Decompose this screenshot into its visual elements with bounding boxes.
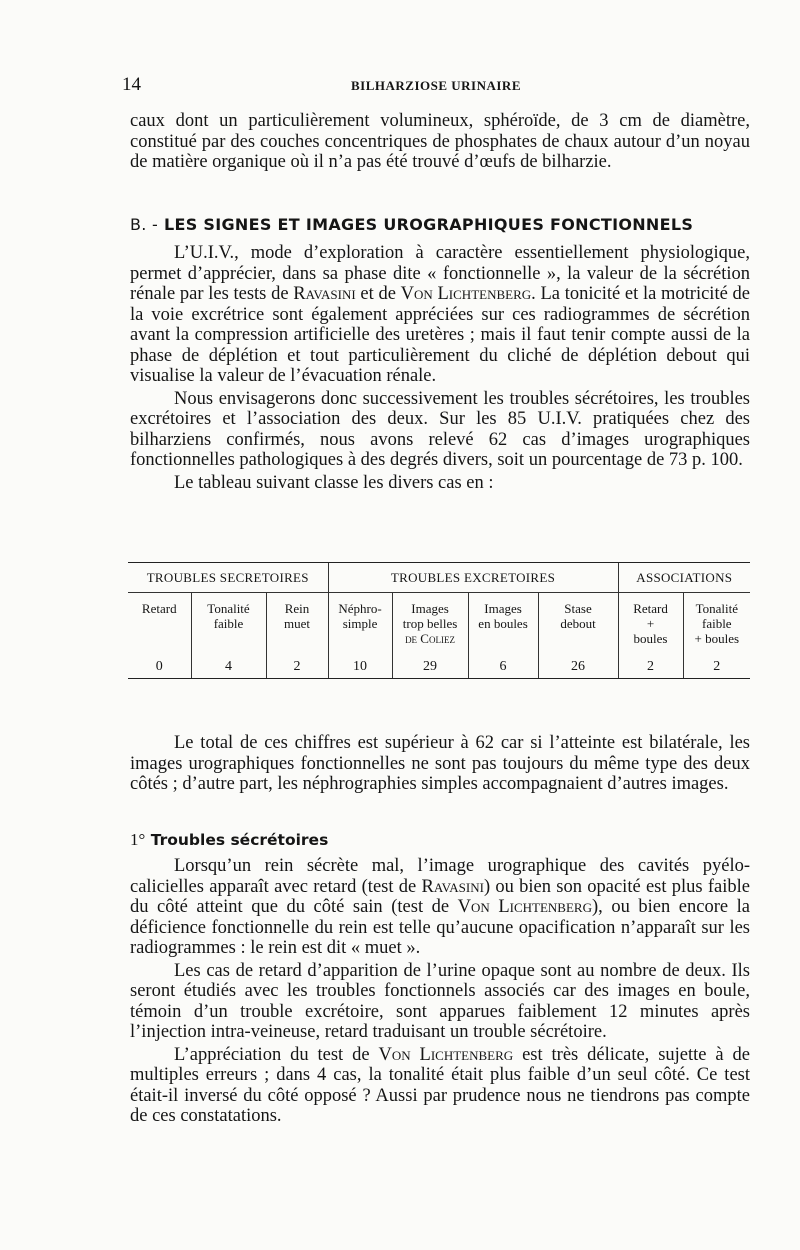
group-header-excretoires: TROUBLES EXCRETOIRES <box>328 563 618 593</box>
cell-value: 6 <box>468 657 538 679</box>
section-title: LES SIGNES ET IMAGES UROGRAPHIQUES FONCTIONNELS <box>164 215 694 234</box>
group-header-associations: ASSOCIATIONS <box>618 563 750 593</box>
table-grid <box>128 563 750 679</box>
intro-paragraph: caux dont un particulièrement volumineux, sphéroïde, de 3 cm de diamètre, constitué par des couches concentriques de phosphates de chaux autour d’un noyau de matière organique où il n’a pas été trouvé d’œufs de bilharzie. <box>130 111 750 172</box>
page-number: 14 <box>122 74 141 95</box>
col-header-tonalite-faible: Tonalité faible <box>191 593 266 658</box>
author-lichtenberg: Von Lichtenberg <box>457 897 592 917</box>
col-header-images-trop-belles: Images trop belles de Coliez <box>392 593 468 658</box>
cell-value: 0 <box>128 657 191 679</box>
body-block-2 <box>130 733 750 795</box>
subsection-number: 1° <box>130 830 146 849</box>
body-block-1 <box>130 243 750 493</box>
subsection-heading <box>130 830 328 850</box>
author-ravasini: Ravasini <box>293 284 356 304</box>
paragraph-appreciation: L’appréciation du test de Von Lichtenberg est très délicate, sujette à de multiples erreurs ; dans 4 cas, la tonalité était plus faible d’un seul côté. Ce test était-il inversé du côté opposé ? Aussi par prudence nous ne tiendrons pas compte de ces constatations. <box>130 1044 750 1126</box>
col-header-rein-muet: Rein muet <box>266 593 328 658</box>
subsection-title: Troubles sécrétoires <box>150 831 329 849</box>
col-header-nephro-simple: Néphro- simple <box>328 593 392 658</box>
author-ravasini: Ravasini <box>421 876 484 897</box>
cell-value: 4 <box>191 657 266 679</box>
paragraph-secretion: Lorsqu’un rein sécrète mal, l’image urographique des cavités pyélo-calicielles apparaît avec retard (test de Ravasini) ou bien son opacité est plus faible du côté atteint que du côté sain (test de Von Lichtenberg), ou bien encore la déficience fonctionnelle du rein est telle qu’aucune opacification n’apparaît sur les radiogrammes : le rein est dit « muet ». <box>130 856 750 958</box>
section-letter: B. - <box>130 215 159 234</box>
urography-table <box>128 562 750 679</box>
page-header <box>122 74 750 98</box>
cell-value: 29 <box>392 657 468 679</box>
col-header-retard-boules: Retard + boules <box>618 593 683 658</box>
cell-value: 2 <box>683 657 750 679</box>
cell-value: 2 <box>618 657 683 679</box>
cell-value: 10 <box>328 657 392 679</box>
running-title: BILHARZIOSE URINAIRE <box>350 78 521 93</box>
col-header-stase-debout: Stase debout <box>538 593 618 658</box>
paragraph-stats: Nous envisagerons donc successivement les troubles sécrétoires, les troubles excrétoires et l’association des deux. Sur les 85 U.I.V. pratiquées chez des bilharziens confirmés, nous avons relevé 62 cas d’images urographiques fonctionnelles pathologiques à des degrés divers, soit un pourcentage de 73 p. 100. <box>130 388 750 470</box>
body-block-3 <box>130 856 750 1127</box>
paragraph-table-intro: Le tableau suivant classe les divers cas en : <box>174 472 494 493</box>
col-header-images-en-boules: Images en boules <box>468 593 538 658</box>
cell-value: 2 <box>266 657 328 679</box>
section-heading-b <box>130 215 693 234</box>
group-header-secretoires: TROUBLES SECRETOIRES <box>146 570 309 585</box>
cell-value: 26 <box>538 657 618 679</box>
author-lichtenberg: Von Lichtenberg <box>400 284 532 304</box>
author-lichtenberg: Von Lichtenberg <box>378 1044 514 1065</box>
paragraph-total: Le total de ces chiffres est supérieur à 62 car si l’atteinte est bilatérale, les images urographiques fonctionnelles ne sont pas toujours du même type des deux côtés ; d’autre part, les néphrographies simples accompagnaient d’autres images. <box>130 733 750 794</box>
intro-block <box>130 111 750 173</box>
col-header-tonalite-boules: Tonalité faible + boules <box>683 593 750 658</box>
paragraph-retard: Les cas de retard d’apparition de l’urine opaque sont au nombre de deux. Ils seront étudiés avec les troubles fonctionnels associés car des images en boule, témoin d’un trouble excrétoire, sont apparues faiblement 12 minutes après l’injection intra-veineuse, retard traduisant un trouble sécrétoire. <box>130 960 750 1042</box>
col-header-retard: Retard <box>128 593 191 658</box>
paragraph-uiv: L’U.I.V., mode d’exploration à caractère essentiellement physiologique, permet d’apprécier, dans sa phase dite « fonctionnelle », la valeur de la sécrétion rénale par les tests de Ravasini et de Von Lichtenberg. La tonicité et la motricité de la voie excrétrice sont également appréciées sur ces radiogrammes de sécrétion avant la compression artificielle des uretères ; mais il faut tenir compte aussi de la phase de déplétion et tout particulièrement du cliché de déplétion debout qui visualise la valeur de l’évacuation rénale. <box>130 243 750 386</box>
